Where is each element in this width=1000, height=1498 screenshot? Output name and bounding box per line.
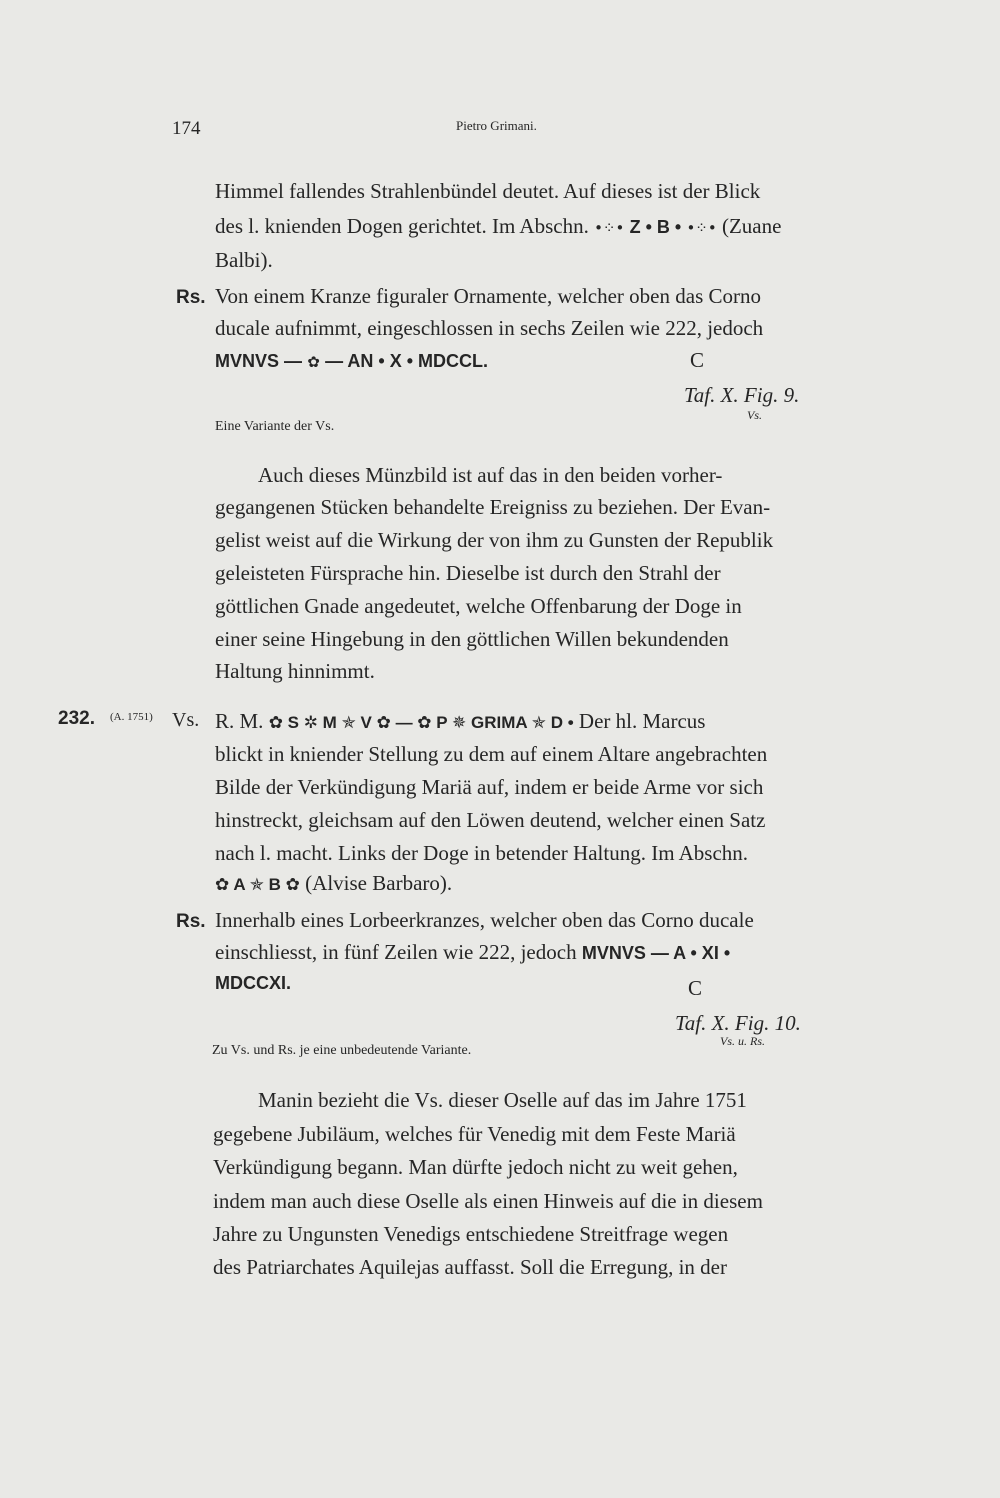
text-line: Innerhalb eines Lorbeerkranzes, welcher oben das Corno ducale — [215, 908, 754, 932]
text-line: Haltung hinnimmt. — [215, 659, 375, 683]
text-line: Bilde der Verkündigung Mariä auf, indem er beide Arme vor sich — [215, 775, 764, 799]
text-fragment: des l. knienden Dogen gerichtet. Im Abschn. — [215, 214, 589, 238]
text-line — [215, 711, 705, 732]
rarity-mark: C — [690, 348, 705, 372]
text-line: Manin bezieht die Vs. dieser Oselle auf das im Jahre 1751 — [258, 1088, 747, 1112]
catalog-number: 232. — [58, 708, 95, 729]
text-line: gegangenen Stücken behandelte Ereigniss zu beziehen. Der Evan- — [215, 495, 771, 519]
text-fragment: Der hl. Marcus — [578, 709, 706, 733]
reverse-label: Rs. — [176, 287, 206, 308]
catalog-year: (A. 1751) — [110, 711, 153, 723]
legend-text: ✿ S ✲ M ✯ V ✿ — ✿ P ✵ GRIMA ✯ D • — [268, 713, 574, 732]
text-fragment: R. M. — [215, 709, 264, 733]
running-title: Pietro Grimani. — [456, 118, 537, 133]
text-line: Verkündigung begann. Man dürfte jedoch nicht zu weit gehen, — [213, 1155, 738, 1179]
text-line: Jahre zu Ungunsten Venedigs entschiedene Streitfrage wegen — [213, 1222, 729, 1246]
text-line — [215, 350, 488, 371]
text-line: göttlichen Gnade angedeutet, welche Offenbarung der Doge in — [215, 594, 742, 618]
legend-text: — AN • X • MDCCL. — [325, 351, 489, 371]
text-line: gelist weist auf die Wirkung der von ihm zu Gunsten der Republik — [215, 528, 774, 552]
text-line: des Patriarchates Aquilejas auffasst. Soll die Erregung, in der — [213, 1255, 727, 1279]
legend-text: Z • B • — [629, 217, 682, 237]
ornament-icon: •⁘• — [594, 219, 625, 237]
variant-note: Eine Variante der Vs. — [215, 419, 335, 434]
text-line: Balbi). — [215, 248, 273, 272]
plate-reference: Taf. X. Fig. 10. — [675, 1011, 801, 1035]
text-line — [215, 216, 781, 237]
text-line: hinstreckt, gleichsam auf den Löwen deutend, welcher einen Satz — [215, 808, 766, 832]
text-fragment: (Zuane — [721, 214, 782, 238]
plate-reference-sub: Vs. — [747, 408, 762, 422]
text-fragment: (Alvise Barbaro). — [305, 871, 453, 895]
text-line: Himmel fallendes Strahlenbündel deutet. Auf dieses ist der Blick — [215, 179, 761, 203]
text-line: Auch dieses Münzbild ist auf das in den beiden vorher- — [258, 463, 723, 487]
obverse-label: Vs. — [172, 709, 200, 731]
plate-reference: Taf. X. Fig. 9. — [684, 383, 800, 407]
text-line: Von einem Kranze figuraler Ornamente, welcher oben das Corno — [215, 284, 761, 308]
variant-note: Zu Vs. und Rs. je eine unbedeutende Variante. — [212, 1043, 472, 1058]
legend-text: MDCCXI. — [215, 973, 291, 993]
ornament-icon: •⁘• — [686, 219, 717, 237]
text-line: ducale aufnimmt, eingeschlossen in sechs Zeilen wie 222, jedoch — [215, 316, 764, 340]
text-line: gegebene Jubiläum, welches für Venedig mit dem Feste Mariä — [213, 1122, 736, 1146]
reverse-label: Rs. — [176, 911, 206, 932]
rarity-mark: C — [688, 976, 703, 1000]
text-line: einer seine Hingebung in den göttlichen Willen bekundenden — [215, 627, 729, 651]
text-line: indem man auch diese Oselle als einen Hinweis auf die in diesem — [213, 1189, 763, 1213]
text-line — [215, 942, 730, 963]
text-line — [215, 873, 452, 894]
text-line: geleisteten Fürsprache hin. Dieselbe ist durch den Strahl der — [215, 561, 721, 585]
plate-reference-sub: Vs. u. Rs. — [720, 1034, 765, 1048]
legend-text: ✿ A ✯ B ✿ — [215, 875, 300, 894]
text-line: blickt in kniender Stellung zu dem auf einem Altare angebrachten — [215, 742, 768, 766]
text-line: nach l. macht. Links der Doge in betender Haltung. Im Abschn. — [215, 841, 749, 865]
legend-text: MVNVS — — [215, 351, 303, 371]
page-number: 174 — [172, 118, 201, 139]
legend-text: MVNVS — A • XI • — [581, 943, 731, 963]
rosette-icon: ✿ — [307, 353, 320, 371]
text-fragment: einschliesst, in fünf Zeilen wie 222, jedoch — [215, 940, 577, 964]
